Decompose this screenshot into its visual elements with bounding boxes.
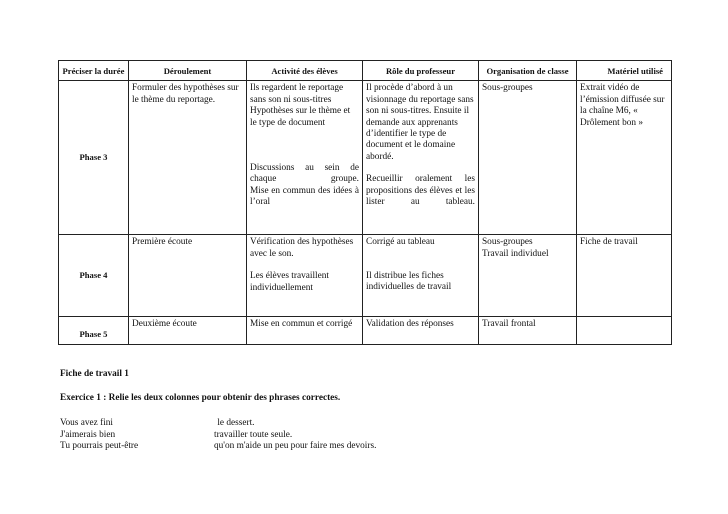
phase-4-organisation-1: Sous-groupes xyxy=(482,237,533,248)
phase-3-role xyxy=(363,81,479,235)
phase-4-role-1: Corrigé au tableau xyxy=(366,237,435,248)
phase-3-activite-1: Ils regardent le reportage sans son ni sous-titres Hypothèses sur le thème et le type de document xyxy=(250,83,351,128)
match-right-2: travailler toute seule. xyxy=(214,430,293,440)
phase-3-activite xyxy=(247,81,363,235)
phase-4-label: Phase 4 xyxy=(59,235,129,317)
exercise-instruction: Exercice 1 : Relie les deux colonnes pour obtenir des phrases correctes. xyxy=(60,393,341,403)
phase-3-materiel: Extrait vidéo de l’émission diffusée sur la chaîne M6, « Drôlement bon » xyxy=(577,81,672,235)
lesson-plan-table xyxy=(58,60,672,345)
header-deroulement: Déroulement xyxy=(129,61,247,81)
phase-3-label: Phase 3 xyxy=(59,81,129,235)
phase-3-role-2: Recueillir oralement les propositions des élèves et les lister au tableau. xyxy=(366,174,475,208)
table-row-phase-3 xyxy=(59,81,672,235)
match-right-1: le dessert. xyxy=(215,418,255,428)
phase-5-materiel xyxy=(577,317,672,345)
phase-4-role xyxy=(363,235,479,317)
match-right-3: qu'on m'aide un peu pour faire mes devoirs. xyxy=(214,441,377,451)
header-duree: Préciser la durée xyxy=(59,61,129,81)
phase-4-activite-2: Les élèves travaillent individuellement xyxy=(250,271,329,293)
match-left-1: Vous avez fini xyxy=(60,418,114,428)
phase-4-role-2: Il distribue les fiches individuelles de travail xyxy=(366,270,452,293)
phase-4-activite-1: Vérification des hypothèses avec le son. xyxy=(250,237,354,259)
phase-3-activite-2b: Mise en commun des idées à l’oral xyxy=(250,185,359,208)
phase-5-deroulement: Deuxième écoute xyxy=(129,317,247,345)
phase-3-activite-2a: Discussions au sein de chaque groupe. xyxy=(250,163,359,185)
worksheet-title: Fiche de travail 1 xyxy=(60,369,129,379)
match-left-3: Tu pourrais peut-être xyxy=(60,441,139,451)
phase-5-activite: Mise en commun et corrigé xyxy=(247,317,363,345)
phase-3-role-1: Il procède d’abord à un visionnage du reportage sans son ni sous-titres. Ensuite il demande aux apprenants d’identifier le type de document et le domaine abordé. xyxy=(366,83,474,162)
phase-4-materiel: Fiche de travail xyxy=(577,235,672,317)
table-row-phase-4 xyxy=(59,235,672,317)
phase-4-organisation xyxy=(479,235,577,317)
phase-3-deroulement: Formuler des hypothèses sur le thème du reportage. xyxy=(129,81,247,235)
header-organisation: Organisation de classe xyxy=(479,61,577,81)
header-role: Rôle du professeur xyxy=(363,61,479,81)
phase-5-label: Phase 5 xyxy=(59,317,129,345)
table-row-phase-5 xyxy=(59,317,672,345)
match-row-3 xyxy=(60,441,660,455)
header-activite: Activité des élèves xyxy=(247,61,363,81)
phase-4-organisation-2: Travail individuel xyxy=(482,248,549,259)
phase-5-role: Validation des réponses xyxy=(363,317,479,345)
match-left-2: J'aimerais bien xyxy=(60,430,116,440)
phase-4-deroulement: Première écoute xyxy=(129,235,247,317)
header-materiel: Matériel utilisé xyxy=(577,61,672,81)
phase-3-organisation: Sous-groupes xyxy=(479,81,577,235)
table-header-row xyxy=(59,61,672,81)
phase-5-organisation: Travail frontal xyxy=(479,317,577,345)
phase-4-activite xyxy=(247,235,363,317)
